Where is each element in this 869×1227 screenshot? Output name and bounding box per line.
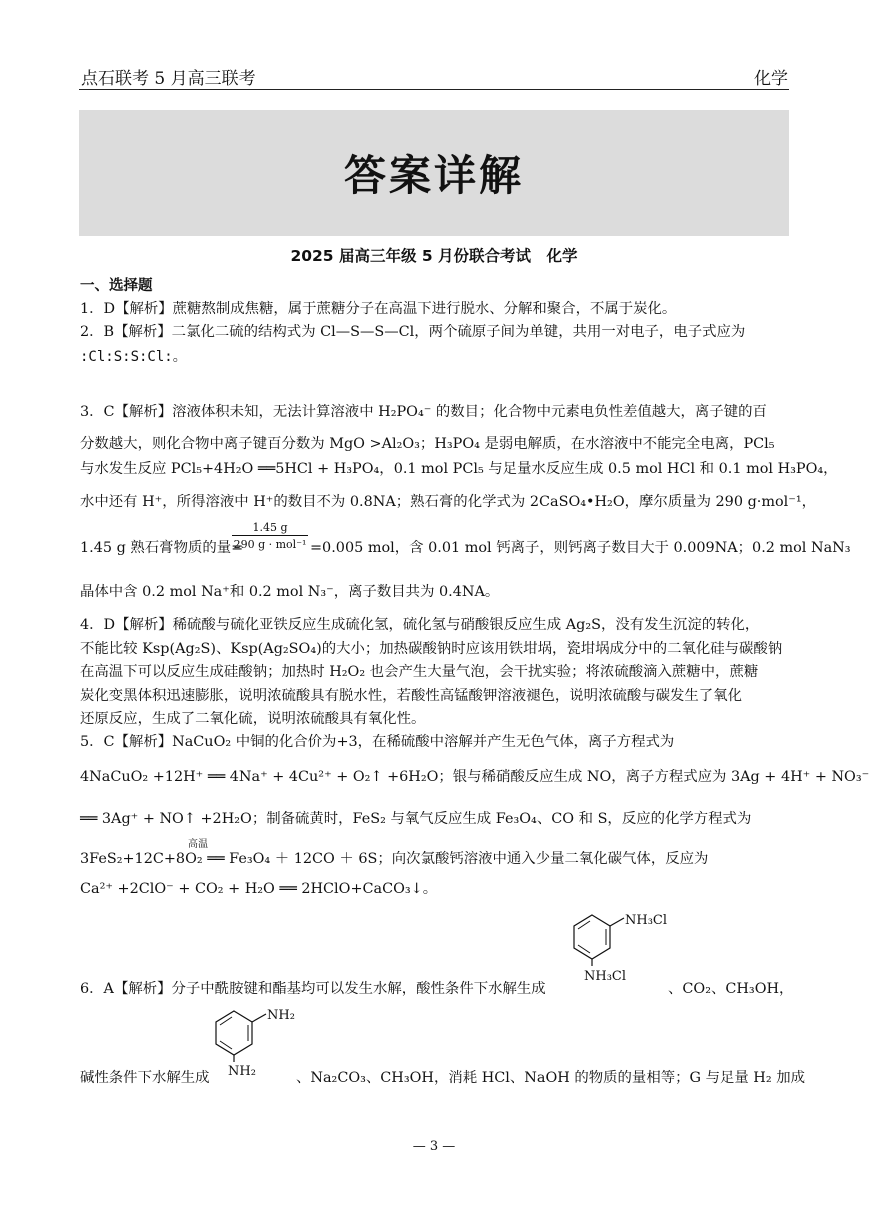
exam-subtitle: 2025 届高三年级 5 月份联合考试 化学	[290, 247, 578, 265]
answer-6-line-2-prefix: 碱性条件下水解生成	[80, 1070, 210, 1086]
answer-4-line-1: 4．D【解析】稀硫酸与硫化亚铁反应生成硫化氢，硫化氢与硝酸银反应生成 Ag₂S，没有发生沉淀的转化，	[80, 617, 760, 633]
header-subject: 化学	[754, 69, 788, 89]
fraction-denominator: 290 g · mol⁻¹	[233, 538, 307, 551]
answer-1: 1．D【解析】蔗糖熬制成焦糖，属于蔗糖分子在高温下进行脱水、分解和聚合，不属于炭化。	[80, 301, 677, 317]
answer-3-line-4: 水中还有 H⁺，所得溶液中 H⁺的数目不为 0.8NA；熟石膏的化学式为 2CaSO₄•H₂O，摩尔质量为 290 g·mol⁻¹，	[80, 494, 817, 510]
reaction-condition: 高温	[188, 839, 208, 850]
answer-6-line-1-prefix: 6．A【解析】分子中酰胺键和酯基均可以发生水解，酸性条件下水解生成	[80, 981, 546, 997]
answer-3-line-2: 分数越大，则化合物中离子键百分数为 MgO >Al₂O₃；H₃PO₄ 是弱电解质，在水溶液中不能完全电离，PCl₅	[80, 436, 775, 452]
acid-substituent-top: NH₃Cl	[625, 913, 668, 928]
header-divider	[79, 89, 789, 90]
answer-3-line-1: 3．C【解析】溶液体积未知，无法计算溶液中 H₂PO₄⁻ 的数目；化合物中元素电负性差值越大，离子键的百	[80, 404, 767, 420]
page-number: — 3 —	[412, 1139, 456, 1154]
title-banner	[79, 110, 789, 236]
section-heading: 一、选择题	[80, 278, 153, 294]
electron-formula: :Cl:S:S:Cl:。	[80, 349, 187, 365]
answer-5-line-4: 3FeS₂+12C+8O₂ ══ Fe₃O₄ ＋ 12CO ＋ 6S；向次氯酸钙溶液中通入少量二氧化碳气体，反应为	[80, 851, 709, 867]
answer-4-line-3: 在高温下可以反应生成硅酸钠；加热时 H₂O₂ 也会产生大量气泡，会干扰实验；将浓硫酸滴入蔗糖中，蔗糖	[80, 664, 759, 680]
answer-5-line-3: ══ 3Ag⁺ + NO↑ +2H₂O；制备硫黄时，FeS₂ 与氧气反应生成 Fe₃O₄、CO 和 S，反应的化学方程式为	[80, 811, 752, 827]
answer-4-line-4: 炭化变黑体积迅速膨胀，说明浓硫酸具有脱水性，若酸性高锰酸钾溶液褪色，说明浓硫酸与碳发生了氧化	[80, 688, 742, 704]
page-title: 答案详解	[343, 151, 524, 200]
answer-5-line-1: 5．C【解析】NaCuO₂ 中铜的化合价为+3，在稀硫酸中溶解并产生无色气体，离子方程式为	[80, 734, 675, 750]
fraction	[232, 521, 308, 551]
answer-6-line-1-suffix: 、CO₂、CH₃OH，	[668, 981, 794, 997]
base-substituent-bottom: NH₂	[228, 1064, 256, 1079]
answer-3-line-3: 与水发生反应 PCl₅+4H₂O ══5HCl + H₃PO₄，0.1 mol PCl₅ 与足量水反应生成 0.5 mol HCl 和 0.1 mol H₃PO₄，	[80, 461, 838, 477]
answer-3-line-5-suffix: =0.005 mol，含 0.01 mol 钙离子，则钙离子数目大于 0.009NA；0.2 mol NaN₃	[310, 540, 851, 556]
fraction-numerator: 1.45 g	[232, 521, 308, 536]
header-exam-name: 点石联考 5 月高三联考	[81, 69, 256, 89]
answer-5-line-2: 4NaCuO₂ +12H⁺ ══ 4Na⁺ + 4Cu²⁺ + O₂↑ +6H₂O；银与稀硝酸反应生成 NO，离子方程式应为 3Ag + 4H⁺ + NO₃⁻	[80, 769, 869, 785]
answer-4-line-2: 不能比较 Ksp(Ag₂S)、Ksp(Ag₂SO₄)的大小；加热碳酸钠时应该用铁坩埚，瓷坩埚成分中的二氧化硅与碳酸钠	[80, 641, 783, 657]
acid-substituent-bottom: NH₃Cl	[584, 969, 627, 984]
base-substituent-top: NH₂	[267, 1008, 295, 1023]
answer-3-line-6: 晶体中含 0.2 mol Na⁺和 0.2 mol N₃⁻，离子数目共为 0.4NA。	[80, 584, 500, 600]
answer-2: 2．B【解析】二氯化二硫的结构式为 Cl—S—S—Cl，两个硫原子间为单键，共用一对电子，电子式应为	[80, 324, 746, 340]
structure-acid-product	[568, 904, 708, 986]
answer-5-line-5: Ca²⁺ +2ClO⁻ + CO₂ + H₂O ══ 2HClO+CaCO₃↓。	[80, 881, 438, 897]
answer-4-line-5: 还原反应，生成了二氧化硫，说明浓硫酸具有氧化性。	[80, 711, 426, 727]
answer-6-line-2-suffix: 、Na₂CO₃、CH₃OH，消耗 HCl、NaOH 的物质的量相等；G 与足量 H₂ 加成	[296, 1070, 805, 1086]
answer-3-line-5-prefix: 1.45 g 熟石膏物质的量=	[80, 540, 244, 556]
